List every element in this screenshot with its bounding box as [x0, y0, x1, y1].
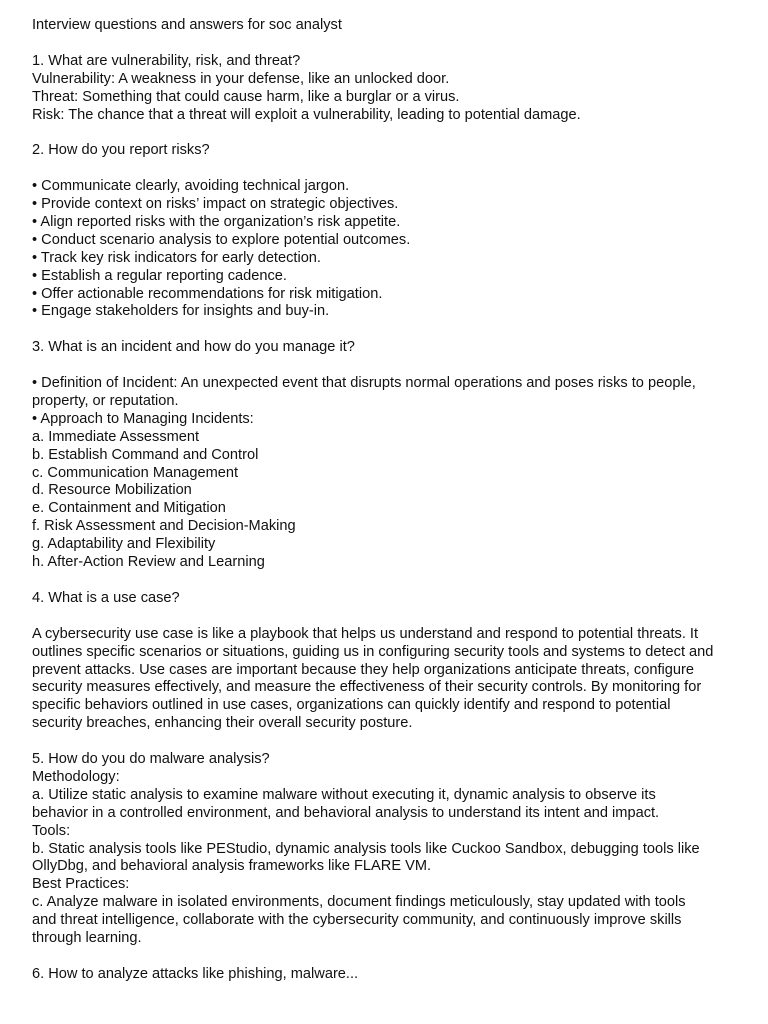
incident-definition-cont: property, or reputation.	[32, 392, 179, 409]
answer-line: outlines specific scenarios or situations, guiding us in configuring security tools and systems to detect and	[32, 643, 714, 660]
answer-line: a. Utilize static analysis to examine malware without executing it, dynamic analysis to observe its	[32, 786, 656, 803]
step-item: h. After-Action Review and Learning	[32, 554, 265, 571]
question-4: 4. What is a use case?	[32, 589, 180, 606]
approach-heading: • Approach to Managing Incidents:	[32, 410, 254, 427]
answer-line: through learning.	[32, 930, 142, 947]
answer-line: Threat: Something that could cause harm, like a burglar or a virus.	[32, 88, 460, 105]
step-item: c. Communication Management	[32, 464, 239, 481]
bullet-item: • Offer actionable recommendations for risk mitigation.	[32, 285, 383, 302]
step-item: e. Containment and Mitigation	[32, 500, 226, 517]
step-item: g. Adaptability and Flexibility	[32, 536, 216, 553]
question-6: 6. How to analyze attacks like phishing, malware...	[32, 965, 359, 982]
answer-line: specific behaviors outlined in use cases, organizations can quickly identify and respond to potential	[32, 697, 671, 714]
answer-line: behavior in a controlled environment, and behavioral analysis to understand its intent and impact.	[32, 804, 660, 821]
spacer	[32, 572, 748, 590]
best-practices-label: Best Practices:	[32, 876, 130, 893]
answer-line: b. Static analysis tools like PEStudio, dynamic analysis tools like Cuckoo Sandbox, debugging tools like	[32, 840, 700, 857]
methodology-label: Methodology:	[32, 768, 120, 785]
answer-line: security breaches, enhancing their overall security posture.	[32, 715, 413, 732]
bullet-item: • Establish a regular reporting cadence.	[32, 267, 287, 284]
spacer	[32, 321, 748, 339]
incident-definition: • Definition of Incident: An unexpected event that disrupts normal operations and poses risks to people,	[32, 375, 696, 392]
question-3: 3. What is an incident and how do you manage it?	[32, 339, 355, 356]
tools-label: Tools:	[32, 822, 71, 839]
answer-line: security measures effectively, and measure the effectiveness of their security controls. By monitoring for	[32, 679, 702, 696]
answer-line: Risk: The chance that a threat will exploit a vulnerability, leading to potential damage.	[32, 106, 581, 123]
question-2: 2. How do you report risks?	[32, 142, 210, 159]
spacer	[32, 733, 748, 751]
answer-line: OllyDbg, and behavioral analysis frameworks like FLARE VM.	[32, 858, 432, 875]
answer-line: prevent attacks. Use cases are important because they help organizations anticipate threats, configure	[32, 661, 694, 678]
step-item: a. Immediate Assessment	[32, 428, 200, 445]
step-item: b. Establish Command and Control	[32, 446, 259, 463]
spacer	[32, 124, 748, 142]
spacer	[32, 357, 748, 375]
spacer	[32, 160, 748, 178]
step-item: d. Resource Mobilization	[32, 482, 192, 499]
bullet-item: • Conduct scenario analysis to explore potential outcomes.	[32, 231, 411, 248]
spacer	[32, 948, 748, 966]
bullet-item: • Communicate clearly, avoiding technical jargon.	[32, 178, 350, 195]
bullet-item: • Align reported risks with the organization’s risk appetite.	[32, 213, 401, 230]
answer-line: A cybersecurity use case is like a playbook that helps us understand and respond to potential threats. It	[32, 625, 699, 642]
answer-line: Vulnerability: A weakness in your defense, like an unlocked door.	[32, 70, 450, 87]
question-5: 5. How do you do malware analysis?	[32, 751, 270, 768]
document-title: Interview questions and answers for soc analyst	[32, 17, 342, 33]
bullet-item: • Engage stakeholders for insights and buy-in.	[32, 303, 330, 320]
spacer	[32, 608, 748, 626]
question-1: 1. What are vulnerability, risk, and threat?	[32, 52, 301, 69]
step-item: f. Risk Assessment and Decision-Making	[32, 518, 296, 535]
spacer	[32, 35, 748, 53]
bullet-item: • Provide context on risks’ impact on strategic objectives.	[32, 196, 399, 213]
answer-line: and threat intelligence, collaborate with the cybersecurity community, and continuously improve skills	[32, 912, 682, 929]
bullet-item: • Track key risk indicators for early detection.	[32, 249, 321, 266]
answer-line: c. Analyze malware in isolated environments, document findings meticulously, stay updated with tools	[32, 894, 686, 911]
